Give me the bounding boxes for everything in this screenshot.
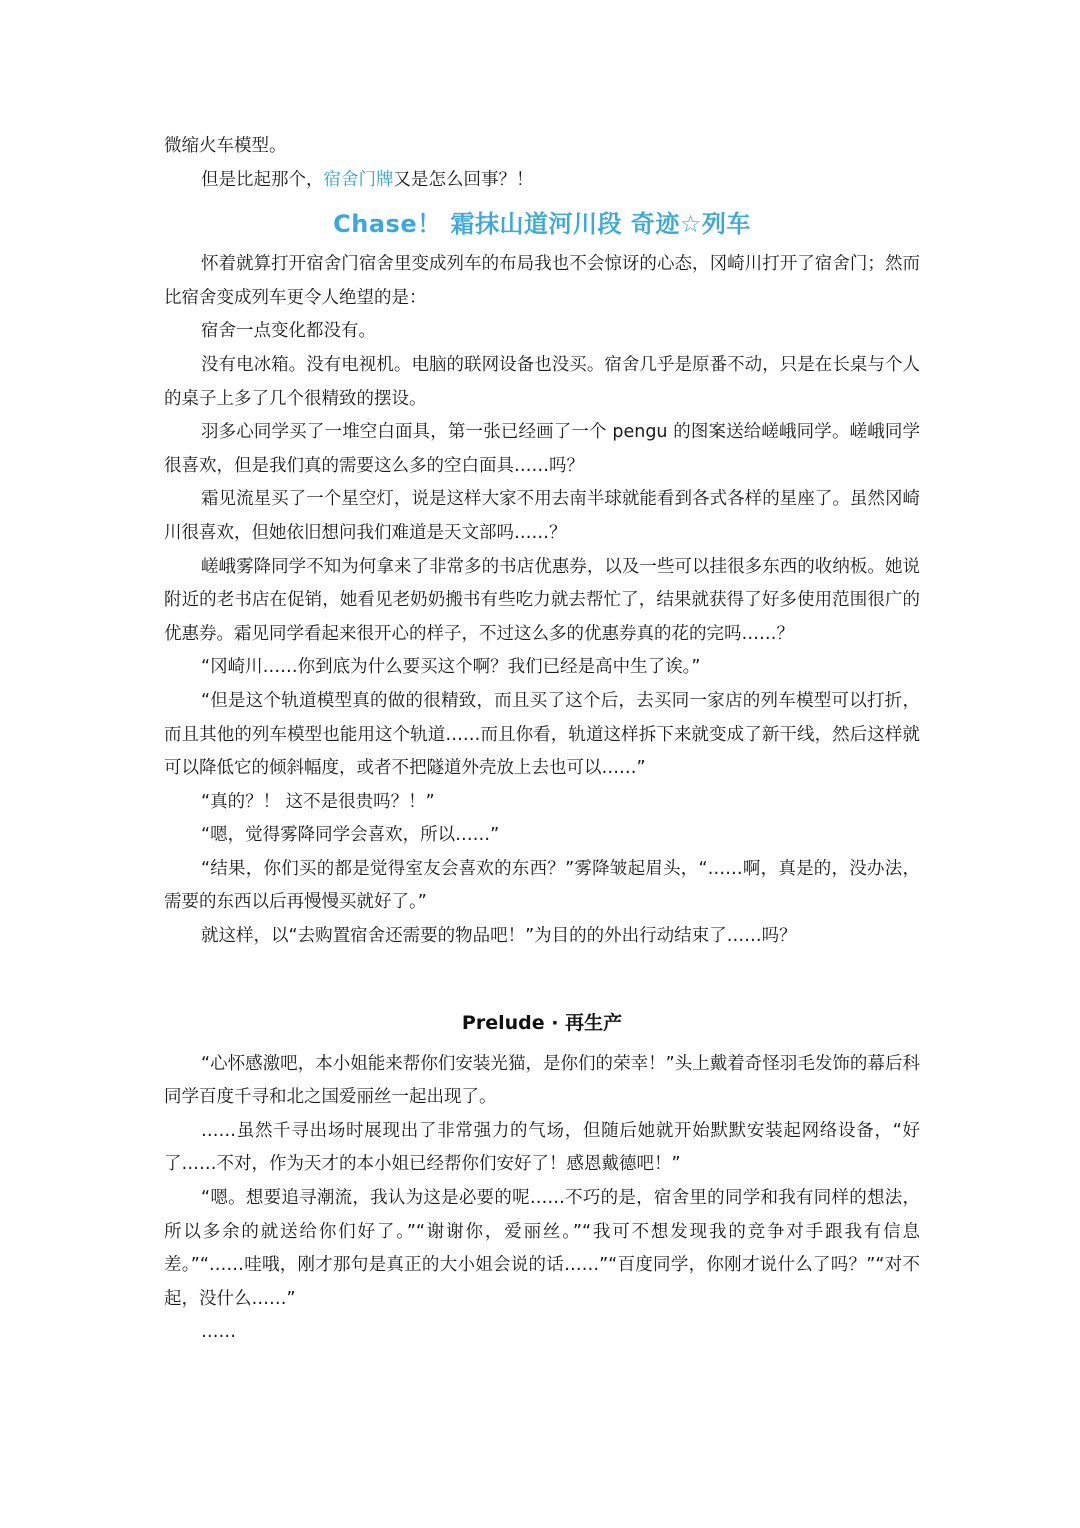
section-heading-prelude: Prelude · 再生产 bbox=[461, 1011, 623, 1034]
paragraph: …… bbox=[201, 1322, 236, 1343]
paragraph: “但是这个轨道模型真的做的很精致，而且买了这个后，去买同一家店的列车模型可以打折，而且其他的列车模型也能用这个轨道……而且你看，轨道这样拆下来就变成了新干线，然后这样就可以降低它的倾斜幅度，或者不把隧道外壳放上去也可以……” bbox=[164, 690, 920, 779]
paragraph: “嗯。想要追寻潮流，我认为这是必要的呢……不巧的是，宿舍里的同学和我有同样的想法，所以多余的就送给你们好了。”“谢谢你，爱丽丝。”“我可不想发现我的竞争对手跟我有信息差。”“……哇哦，刚才那句是真正的大小姐会说的话……”“百度同学，你刚才说什么了吗？”“对不起，没什么……” bbox=[164, 1188, 920, 1309]
paragraph: 怀着就算打开宿舍门宿舍里变成列车的布局我也不会惊讶的心态，冈崎川打开了宿舍门；然而比宿舍变成列车更令人绝望的是： bbox=[164, 254, 920, 308]
paragraph: 羽多心同学买了一堆空白面具，第一张已经画了一个 pengu 的图案送给嵯峨同学。嵯峨同学很喜欢，但是我们真的需要这么多的空白面具……吗？ bbox=[164, 422, 920, 476]
document-body bbox=[164, 130, 920, 1350]
paragraph: 就这样，以“去购置宿舍还需要的物品吧！”为目的的外出行动结束了……吗？ bbox=[201, 926, 797, 947]
paragraph-text: 但是比起那个， bbox=[201, 169, 324, 190]
section-heading-chase: Chase！ 霜抹山道河川段 奇迹☆列车 bbox=[333, 210, 751, 239]
paragraph: “真的？！ 这不是很贵吗？！” bbox=[201, 791, 435, 812]
paragraph: ……虽然千寻出场时展现出了非常强力的气场，但随后她就开始默默安装起网络设备，“好了……不对，作为天才的本小姐已经帮你们安好了！感恩戴德吧！” bbox=[164, 1120, 920, 1175]
paragraph: 霜见流星买了一个星空灯，说是这样大家不用去南半球就能看到各式各样的星座了。虽然冈崎川很喜欢，但她依旧想问我们难道是天文部吗……？ bbox=[164, 489, 920, 543]
paragraph-text: 又是怎么回事？！ bbox=[393, 169, 534, 190]
paragraph: “嗯，觉得雾降同学会喜欢，所以……” bbox=[201, 825, 500, 846]
paragraph: “心怀感激吧，本小姐能来帮你们安装光猫，是你们的荣幸！”头上戴着奇怪羽毛发饰的幕后科同学百度千寻和北之国爱丽丝一起出现了。 bbox=[164, 1053, 920, 1108]
dorm-sign-link[interactable]: 宿舍门牌 bbox=[323, 169, 394, 190]
paragraph: 微缩火车模型。 bbox=[164, 136, 287, 156]
paragraph: “冈崎川……你到底为什么要买这个啊？我们已经是高中生了诶。” bbox=[201, 657, 701, 678]
paragraph: “结果，你们买的都是觉得室友会喜欢的东西？”雾降皱起眉头，“……啊，真是的，没办法，需要的东西以后再慢慢买就好了。” bbox=[164, 858, 920, 913]
paragraph: 宿舍一点变化都没有。 bbox=[201, 321, 376, 342]
paragraph: 嵯峨雾降同学不知为何拿来了非常多的书店优惠券，以及一些可以挂很多东西的收纳板。她说附近的老书店在促销，她看见老奶奶搬书有些吃力就去帮忙了，结果就获得了好多使用范围很广的优惠券。霜见同学看起来很开心的样子，不过这么多的优惠券真的花的完吗……？ bbox=[164, 556, 920, 644]
paragraph bbox=[164, 164, 920, 198]
paragraph: 没有电冰箱。没有电视机。电脑的联网设备也没买。宿舍几乎是原番不动，只是在长桌与个人的桌子上多了几个很精致的摆设。 bbox=[164, 354, 920, 409]
